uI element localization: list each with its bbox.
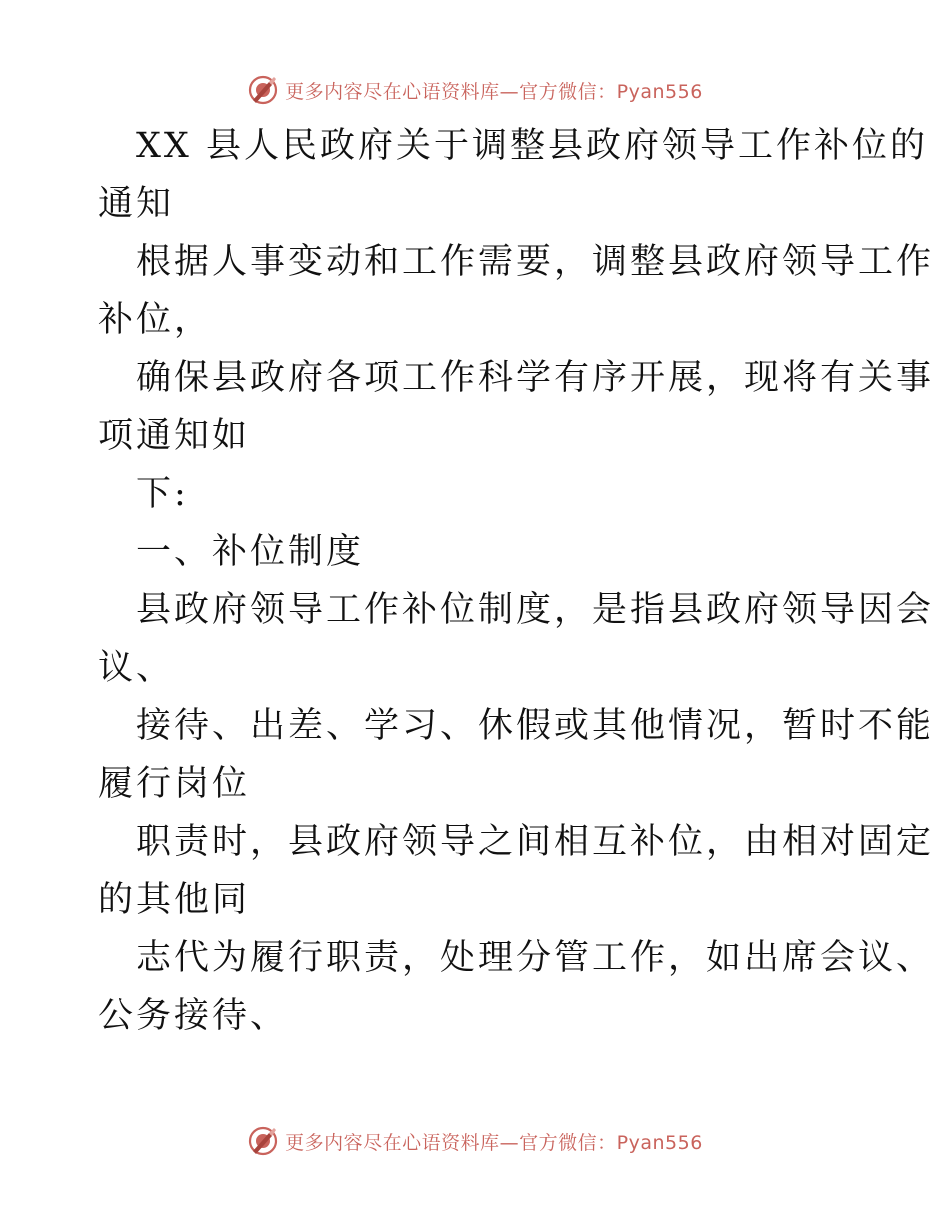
header-banner [0,70,950,110]
pen-logo-icon [247,1125,279,1157]
paragraph-line: 下: [136,474,189,514]
paragraph-line: 县政府领导工作补位制度，是指县政府领导因会 [136,590,935,630]
document-title-line-2: 通知 [98,184,175,224]
paragraph-line: 补位， [98,300,213,340]
paragraph-line: 公务接待、 [98,996,289,1036]
document-title-line-1: XX 县人民政府关于调整县政府领导工作补位的 [136,126,928,166]
paragraph-line: 接待、出差、学习、休假或其他情况，暂时不能 [136,706,935,746]
document-body [98,117,935,1045]
paragraph-line: 职责时，县政府领导之间相互补位，由相对固定 [136,822,935,862]
paragraph-line: 根据人事变动和工作需要，调整县政府领导工作 [136,242,935,282]
paragraph-line: 志代为履行职责，处理分管工作，如出席会议、 [136,938,935,978]
paragraph-line: 履行岗位 [98,764,251,804]
section-heading: 一、补位制度 [136,532,365,572]
paragraph-line: 议、 [98,648,175,688]
footer-banner [0,1121,950,1161]
header-banner-text: 更多内容尽在心语资料库—官方微信：Pyan556 [285,80,703,103]
paragraph-line: 的其他同 [98,880,251,920]
paragraph-line: 确保县政府各项工作科学有序开展，现将有关事 [136,358,935,398]
footer-banner-text: 更多内容尽在心语资料库—官方微信：Pyan556 [285,1131,703,1154]
pen-logo-icon [247,74,279,106]
paragraph-line: 项通知如 [98,416,251,456]
